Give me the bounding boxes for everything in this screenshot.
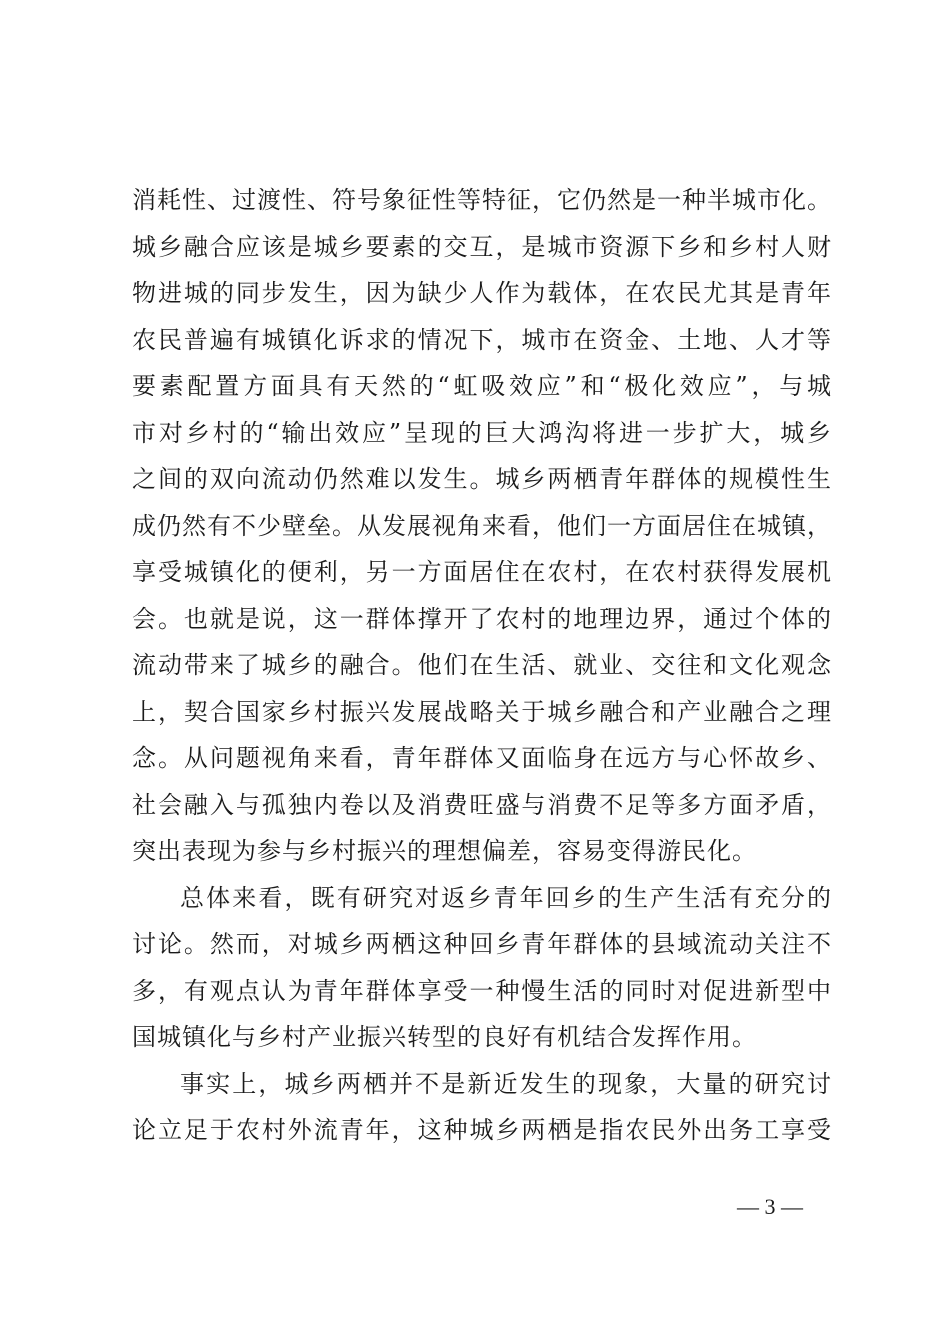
paragraph-1-line-9: 享受城镇化的便利，另一方面居住在农村，在农村获得发展机: [132, 558, 832, 586]
paragraph-2-line-2: 讨论。然而，对城乡两栖这种回乡青年群体的县域流动关注不: [132, 930, 832, 958]
paragraph-2-line-4: 国城镇化与乡村产业振兴转型的良好有机结合发挥作用。: [132, 1023, 757, 1051]
page-number: — 3 —: [737, 1194, 803, 1219]
paragraph-1-line-5: 要素配置方面具有天然的“虹吸效应”和“极化效应”，与城: [132, 372, 832, 400]
paragraph-1-line-3: 物进城的同步发生，因为缺少人作为载体，在农民尤其是青年: [132, 279, 832, 307]
paragraph-1-line-13: 念。从问题视角来看，青年群体又面临身在远方与心怀故乡、: [132, 744, 832, 772]
paragraph-1-line-11: 流动带来了城乡的融合。他们在生活、就业、交往和文化观念: [132, 651, 832, 679]
paragraph-1-line-12: 上，契合国家乡村振兴发展战略关于城乡融合和产业融合之理: [132, 698, 832, 726]
paragraph-1-line-6: 市对乡村的“输出效应”呈现的巨大鸿沟将进一步扩大，城乡: [132, 419, 832, 447]
paragraph-2-line-3: 多，有观点认为青年群体享受一种慢生活的同时对促进新型中: [132, 977, 832, 1005]
paragraph-1-line-15: 突出表现为参与乡村振兴的理想偏差，容易变得游民化。: [132, 837, 757, 865]
paragraph-1-line-2: 城乡融合应该是城乡要素的交互，是城市资源下乡和乡村人财: [132, 233, 832, 261]
paragraph-3-line-2: 论立足于农村外流青年，这种城乡两栖是指农民外出务工享受: [132, 1116, 832, 1144]
paragraph-1-line-14: 社会融入与孤独内卷以及消费旺盛与消费不足等多方面矛盾，: [132, 791, 832, 819]
paragraph-1-line-8: 成仍然有不少壁垒。从发展视角来看，他们一方面居住在城镇，: [132, 512, 832, 540]
paragraph-3-line-1: 事实上，城乡两栖并不是新近发生的现象，大量的研究讨: [180, 1070, 832, 1098]
paragraph-1-line-1: 消耗性、过渡性、符号象征性等特征，它仍然是一种半城市化。: [132, 186, 832, 214]
paragraph-2-line-1: 总体来看，既有研究对返乡青年回乡的生产生活有充分的: [180, 884, 832, 912]
paragraph-1-line-4: 农民普遍有城镇化诉求的情况下，城市在资金、土地、人才等: [132, 326, 832, 354]
paragraph-1-line-10: 会。也就是说，这一群体撑开了农村的地理边界，通过个体的: [132, 605, 832, 633]
paragraph-1-line-7: 之间的双向流动仍然难以发生。城乡两栖青年群体的规模性生: [132, 465, 832, 493]
